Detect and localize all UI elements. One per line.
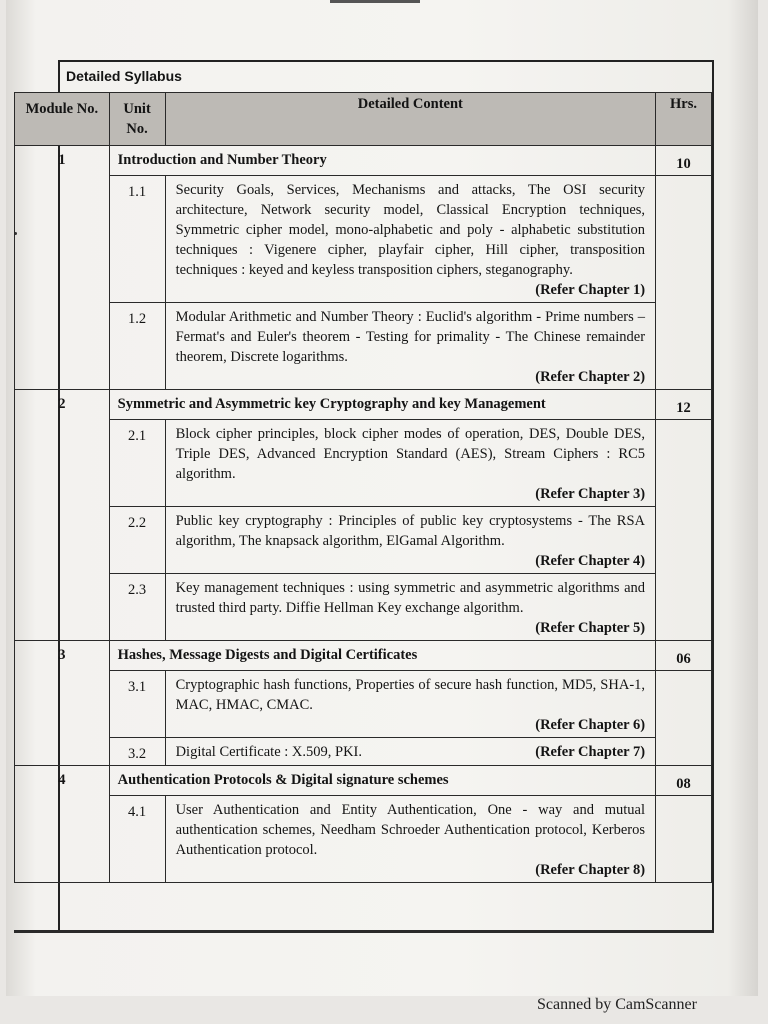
module-title: Hashes, Message Digests and Digital Certificates [109,641,655,671]
syllabus-table [14,92,712,883]
unit-row [15,671,712,738]
unit-content [165,796,655,883]
page-title: Detailed Syllabus [66,68,182,84]
unit-text: User Authentication and Entity Authentication, One - way and mutual authentication schemes, Needham Schroeder Authentication protocol, Kerberos Authentication protocol. [175,802,646,858]
module-number: 1 [15,146,110,390]
module-number: 3 [15,641,110,766]
unit-number: 1.2 [109,303,165,390]
unit-content [165,420,655,507]
unit-text: Security Goals, Services, Mechanisms and attacks, The OSI security architecture, Network security model, Classical Encryption techniques, Symmetric cipher model, mono-alphabetic and poly - alphabetic substitution techniques : Vigenere cipher, playfair cipher, Hill cipher, transposition techniques : keyed and keyless transposition ciphers, steganography. [175,182,646,278]
module-row [15,766,712,796]
unit-row [15,796,712,883]
hours-blank [656,796,712,883]
chapter-reference: (Refer Chapter 5) [535,620,646,636]
unit-number: 2.3 [109,574,165,641]
module-title: Authentication Protocols & Digital signature schemes [109,766,655,796]
module-row [15,146,712,176]
header-module: Module No. [15,93,110,146]
unit-number: 2.2 [109,507,165,574]
unit-number: 3.1 [109,671,165,738]
unit-number: 4.1 [109,796,165,883]
unit-content [165,303,655,390]
module-row [15,390,712,420]
header-content: Detailed Content [165,93,655,146]
module-hours: 12 [656,390,712,420]
scan-edge-mark [330,0,420,3]
chapter-reference: (Refer Chapter 2) [535,369,646,385]
chapter-reference: (Refer Chapter 3) [535,486,646,502]
hours-blank [656,420,712,641]
module-row [15,641,712,671]
chapter-reference: (Refer Chapter 4) [535,553,646,569]
unit-text: Block cipher principles, block cipher modes of operation, DES, Double DES, Triple DES, Advanced Encryption Standard (AES), Stream Ciphers : RC5 algorithm. [175,426,646,482]
chapter-reference: (Refer Chapter 1) [535,282,646,298]
module-title: Introduction and Number Theory [109,146,655,176]
header-unit: Unit No. [109,93,165,146]
unit-row [15,420,712,507]
unit-text: Public key cryptography : Principles of public key cryptosystems - The RSA algorithm, The knapsack algorithm, ElGamal Algorithm. [175,513,646,549]
module-number: 4 [15,766,110,883]
unit-text: Digital Certificate : X.509, PKI. [175,744,363,760]
chapter-reference: (Refer Chapter 8) [535,862,646,878]
hours-blank [656,176,712,390]
unit-number: 3.2 [109,738,165,766]
header-hrs: Hrs. [656,93,712,146]
module-hours: 10 [656,146,712,176]
module-hours: 08 [656,766,712,796]
unit-row [15,574,712,641]
unit-text: Cryptographic hash functions, Properties of secure hash function, MD5, SHA-1, MAC, HMAC, CMAC. [175,677,646,713]
unit-number: 1.1 [109,176,165,303]
unit-text: Key management techniques : using symmetric and asymmetric algorithms and trusted third party. Diffie Hellman Key exchange algorithm. [175,580,646,616]
hours-blank [656,671,712,766]
unit-row [15,738,712,766]
unit-row [15,303,712,390]
module-hours: 06 [656,641,712,671]
unit-content [165,176,655,303]
chapter-reference: (Refer Chapter 6) [535,717,646,733]
unit-content [165,507,655,574]
module-title: Symmetric and Asymmetric key Cryptography and key Management [109,390,655,420]
table-header-row [15,93,712,146]
chapter-reference: (Refer Chapter 7) [535,744,646,760]
unit-row [15,176,712,303]
module-number: 2 [15,390,110,641]
unit-content [165,574,655,641]
page-bottom-rule [14,930,714,933]
unit-row [15,507,712,574]
unit-content [165,738,655,766]
unit-number: 2.1 [109,420,165,507]
unit-content [165,671,655,738]
unit-text: Modular Arithmetic and Number Theory : Euclid's algorithm - Prime numbers – Fermat's and Euler's theorem - Testing for primality - The Chinese remainder theorem, Discrete logarithms. [175,309,646,365]
scanner-watermark: Scanned by CamScanner [537,996,697,1013]
